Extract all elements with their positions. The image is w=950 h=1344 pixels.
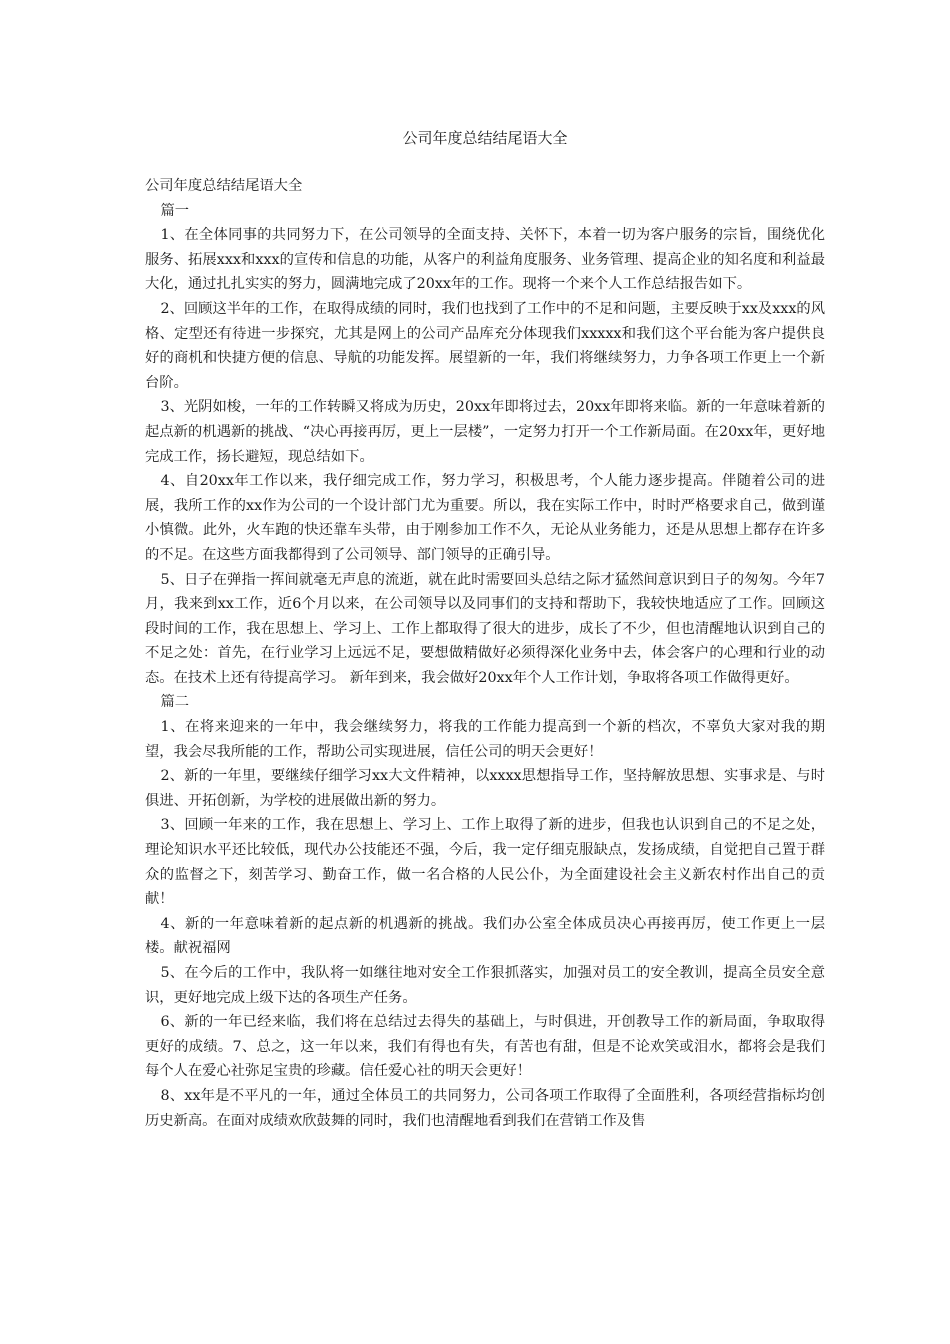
paragraph: 8、xx年是不平凡的一年，通过全体员工的共同努力，公司各项工作取得了全面胜利，各项经营指标均创历史新高。在面对成绩欢欣鼓舞的同时，我们也清醒地看到我们在营销工作及售 bbox=[145, 1087, 825, 1129]
paragraph: 3、回顾一年来的工作，我在思想上、学习上、工作上取得了新的进步，但我也认识到自己的不足之处，理论知识水平还比较低，现代办公技能还不强，今后，我一定仔细克服缺点，发扬成绩，自觉把自己置于群众的监督之下，刻苦学习、勤奋工作，做一名合格的人民公仆，为全面建设社会主义新农村作出自己的贡献！ bbox=[145, 817, 825, 908]
paragraph: 1、在将来迎来的一年中，我会继续努力，将我的工作能力提高到一个新的档次，不辜负大家对我的期望，我会尽我所能的工作，帮助公司实现进展，信任公司的明天会更好！ bbox=[145, 719, 825, 760]
paragraph: 2、回顾这半年的工作，在取得成绩的同时，我们也找到了工作中的不足和问题，主要反映于xx及xxx的风格、定型还有待进一步探究，尤其是网上的公司产品库充分体现我们xxxxx和我们这个平台能为客户提供良好的商机和快捷方便的信息、导航的功能发挥。展望新的一年，我们将继续努力，力争各项工作更上一个新台阶。 bbox=[145, 300, 825, 391]
paragraph: 2、新的一年里，要继续仔细学习xx大文件精神，以xxxx思想指导工作，坚持解放思想、实事求是、与时俱进、开拓创新，为学校的进展做出新的努力。 bbox=[145, 768, 825, 809]
document-title: 公司年度总结结尾语大全 bbox=[402, 129, 568, 147]
document-subtitle: 公司年度总结结尾语大全 bbox=[145, 178, 303, 194]
section-heading: 篇一 bbox=[160, 202, 190, 219]
paragraph: 4、新的一年意味着新的起点新的机遇新的挑战。我们办公室全体成员决心再接再厉，使工作更上一层楼。献祝福网 bbox=[145, 915, 825, 957]
paragraph: 4、自20xx年工作以来，我仔细完成工作，努力学习，积极思考，个人能力逐步提高。伴随着公司的进展，我所工作的xx作为公司的一个设计部门尤为重要。所以，我在实际工作中，时时严格要求自己，做到谨小慎微。此外，火车跑的快还靠车头带，由于刚参加工作不久，无论从业务能力，还是从思想上都存在许多的不足。在这些方面我都得到了公司领导、部门领导的正确引导。 bbox=[145, 473, 825, 563]
paragraph: 1、在全体同事的共同努力下，在公司领导的全面支持、关怀下，本着一切为客户服务的宗旨，围绕优化服务、拓展xxx和xxx的宣传和信息的功能，从客户的利益角度服务、业务管理、提高企业的知名度和利益最大化，通过扎扎实实的努力，圆满地完成了20xx年的工作。现将一个来个人工作总结报告如下。 bbox=[145, 227, 825, 293]
paragraph: 5、日子在弹指一挥间就毫无声息的流逝，就在此时需要回头总结之际才猛然间意识到日子的匆匆。今年7月，我来到xx工作，近6个月以来，在公司领导以及同事们的支持和帮助下，我较快地适应了工作。回顾这段时间的工作，我在思想上、学习上、工作上都取得了很大的进步，成长了不少，但也清醒地认识到自己的不足之处：首先，在行业学习上远远不足，要想做精做好必须得深化业务中去，体会客户的心理和行业的动态。在技术上还有待提高学习。 新年到来，我会做好20xx年个人工作计划，争取将各项工作做得更好。 bbox=[145, 571, 825, 686]
paragraph: 3、光阴如梭，一年的工作转瞬又将成为历史，20xx年即将过去，20xx年即将来临。新的一年意味着新的起点新的机遇新的挑战、“决心再接再厉，更上一层楼”，一定努力打开一个工作新局面。在20xx年，更好地完成工作，扬长避短，现总结如下。 bbox=[145, 399, 825, 465]
document-body bbox=[145, 174, 825, 1133]
paragraph: 5、在今后的工作中，我队将一如继往地对安全工作狠抓落实，加强对员工的安全教训，提高全员安全意识，更好地完成上级下达的各项生产任务。 bbox=[145, 965, 825, 1006]
paragraph: 6、新的一年已经来临，我们将在总结过去得失的基础上，与时俱进，开创教导工作的新局面，争取取得更好的成绩。7、总之，这一年以来，我们有得也有失，有苦也有甜，但是不论欢笑或泪水，都将会是我们每个人在爱心社弥足宝贵的珍藏。信任爱心社的明天会更好！ bbox=[145, 1014, 825, 1080]
section-heading: 篇二 bbox=[160, 694, 190, 711]
